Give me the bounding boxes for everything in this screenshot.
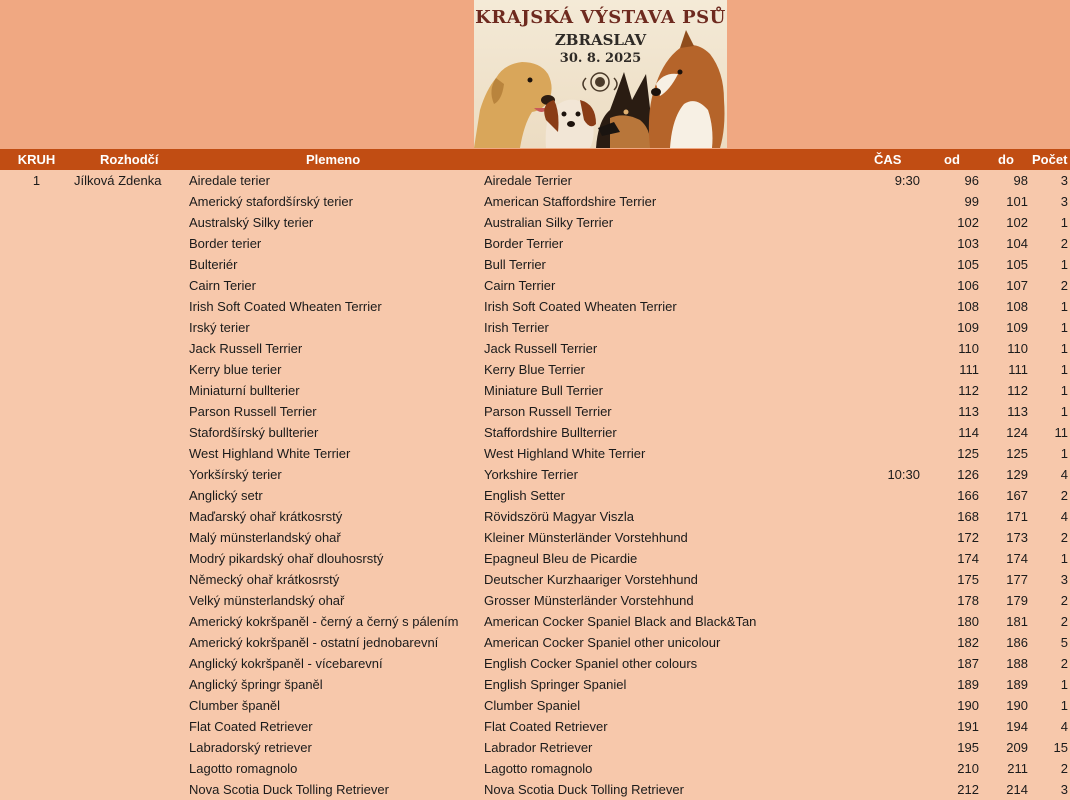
breed-cz-cell: Americký kokršpaněl - černý a černý s pálením (189, 614, 459, 629)
from-cell: 111 (959, 362, 979, 377)
count-cell: 1 (1060, 551, 1068, 566)
count-cell: 4 (1060, 719, 1068, 734)
from-cell: 178 (957, 593, 979, 608)
to-cell: 190 (1006, 698, 1028, 713)
count-cell: 2 (1060, 530, 1068, 545)
header-kruh: KRUH (17, 152, 56, 167)
breed-cz-cell: Anglický setr (189, 488, 263, 503)
table-header (0, 149, 1070, 170)
breed-cz-cell: Velký münsterlandský ohař (189, 593, 345, 608)
breed-cz-cell: Anglický kokršpaněl - vícebarevní (189, 656, 383, 671)
table-row (0, 443, 1070, 464)
ring-cell: 1 (32, 173, 41, 188)
table-row (0, 338, 1070, 359)
breed-en-cell: Kleiner Münsterländer Vorstehhund (484, 530, 688, 545)
from-cell: 108 (957, 299, 979, 314)
time-cell: 10:30 (887, 467, 920, 482)
from-cell: 103 (957, 236, 979, 251)
breed-en-cell: Australian Silky Terrier (484, 215, 614, 230)
header-count: Počet (1032, 152, 1068, 167)
breed-cz-cell: Parson Russell Terrier (189, 404, 317, 419)
breed-cz-cell: Miniaturní bullterier (189, 383, 300, 398)
breed-en-cell: English Setter (484, 488, 565, 503)
to-cell: 177 (1006, 572, 1028, 587)
to-cell: 189 (1006, 677, 1028, 692)
table-row (0, 296, 1070, 317)
table-row (0, 401, 1070, 422)
count-cell: 1 (1060, 698, 1068, 713)
breed-en-cell: English Springer Spaniel (484, 677, 627, 692)
table-row (0, 233, 1070, 254)
header-to: do (998, 152, 1014, 167)
table-row (0, 317, 1070, 338)
from-cell: 96 (964, 173, 979, 188)
to-cell: 109 (1006, 320, 1028, 335)
to-cell: 171 (1006, 509, 1028, 524)
rosette-icon (583, 73, 617, 91)
from-cell: 114 (958, 425, 979, 440)
breed-en-cell: Labrador Retriever (484, 740, 593, 755)
table-row (0, 380, 1070, 401)
to-cell: 98 (1013, 173, 1028, 188)
to-cell: 211 (1007, 761, 1028, 776)
from-cell: 126 (957, 467, 979, 482)
breed-en-cell: Epagneul Bleu de Picardie (484, 551, 638, 566)
breed-en-cell: American Staffordshire Terrier (484, 194, 657, 209)
table-row (0, 548, 1070, 569)
table-row (0, 359, 1070, 380)
breed-cz-cell: Irish Soft Coated Wheaten Terrier (189, 299, 382, 314)
count-cell: 1 (1060, 383, 1068, 398)
count-cell: 2 (1060, 614, 1068, 629)
from-cell: 110 (958, 341, 979, 356)
breed-cz-cell: Airedale terier (189, 173, 270, 188)
from-cell: 106 (957, 278, 979, 293)
count-cell: 3 (1060, 173, 1068, 188)
breed-cz-cell: Anglický špringr španěl (189, 677, 323, 692)
labrador-dog (474, 62, 555, 148)
breed-cz-cell: Lagotto romagnolo (189, 761, 298, 776)
count-cell: 2 (1060, 593, 1068, 608)
from-cell: 175 (957, 572, 979, 587)
count-cell: 4 (1060, 467, 1068, 482)
from-cell: 195 (957, 740, 979, 755)
count-cell: 3 (1060, 572, 1068, 587)
header-judge: Rozhodčí (100, 152, 159, 167)
table-row (0, 275, 1070, 296)
to-cell: 209 (1006, 740, 1028, 755)
breed-en-cell: Parson Russell Terrier (484, 404, 612, 419)
from-cell: 112 (958, 383, 979, 398)
from-cell: 172 (957, 530, 979, 545)
table-row (0, 632, 1070, 653)
breed-en-cell: Yorkshire Terrier (484, 467, 578, 482)
to-cell: 105 (1006, 257, 1028, 272)
to-cell: 110 (1007, 341, 1028, 356)
from-cell: 125 (957, 446, 979, 461)
to-cell: 173 (1006, 530, 1028, 545)
count-cell: 5 (1060, 635, 1068, 650)
from-cell: 168 (957, 509, 979, 524)
poster-place: ZBRASLAV (554, 31, 647, 49)
breed-cz-cell: Australský Silky terier (189, 215, 314, 230)
from-cell: 166 (957, 488, 979, 503)
breed-en-cell: Miniature Bull Terrier (484, 383, 603, 398)
from-cell: 105 (957, 257, 979, 272)
table-row (0, 422, 1070, 443)
table-row (0, 254, 1070, 275)
breed-cz-cell: Malý münsterlandský ohař (189, 530, 341, 545)
count-cell: 1 (1060, 299, 1068, 314)
count-cell: 2 (1060, 761, 1068, 776)
from-cell: 99 (964, 194, 979, 209)
to-cell: 102 (1006, 215, 1028, 230)
breed-en-cell: Irish Soft Coated Wheaten Terrier (484, 299, 677, 314)
table-row (0, 569, 1070, 590)
breed-cz-cell: Labradorský retriever (189, 740, 312, 755)
from-cell: 174 (957, 551, 979, 566)
table-row (0, 737, 1070, 758)
breed-en-cell: Kerry Blue Terrier (484, 362, 585, 377)
from-cell: 210 (957, 761, 979, 776)
breed-en-cell: Flat Coated Retriever (484, 719, 608, 734)
count-cell: 2 (1060, 278, 1068, 293)
breed-en-cell: Nova Scotia Duck Tolling Retriever (484, 782, 684, 797)
breed-cz-cell: Yorkšírský terier (189, 467, 282, 482)
breed-en-cell: English Cocker Spaniel other colours (484, 656, 698, 671)
breed-cz-cell: Maďarský ohař krátkosrstý (189, 509, 343, 524)
header-from: od (944, 152, 960, 167)
from-cell: 182 (957, 635, 979, 650)
event-poster (474, 0, 727, 148)
to-cell: 104 (1006, 236, 1028, 251)
table-row (0, 653, 1070, 674)
count-cell: 1 (1060, 446, 1068, 461)
table-row (0, 485, 1070, 506)
count-cell: 15 (1053, 740, 1068, 755)
to-cell: 112 (1007, 383, 1028, 398)
to-cell: 214 (1006, 782, 1028, 797)
to-cell: 101 (1006, 194, 1028, 209)
breed-en-cell: Cairn Terrier (484, 278, 556, 293)
table-row (0, 170, 1070, 191)
breed-cz-cell: Nova Scotia Duck Tolling Retriever (189, 782, 389, 797)
table-row (0, 758, 1070, 779)
to-cell: 167 (1006, 488, 1028, 503)
header-time: ČAS (874, 152, 902, 167)
to-cell: 111 (1008, 362, 1028, 377)
time-cell: 9:30 (894, 173, 920, 188)
from-cell: 180 (957, 614, 979, 629)
to-cell: 194 (1006, 719, 1028, 734)
to-cell: 125 (1006, 446, 1028, 461)
spaniel-dog (544, 100, 596, 148)
count-cell: 3 (1060, 782, 1068, 797)
from-cell: 109 (957, 320, 979, 335)
count-cell: 1 (1060, 215, 1068, 230)
table-row (0, 464, 1070, 485)
count-cell: 1 (1060, 677, 1068, 692)
table-row (0, 527, 1070, 548)
count-cell: 1 (1060, 320, 1068, 335)
breed-cz-cell: Flat Coated Retriever (189, 719, 313, 734)
count-cell: 1 (1060, 362, 1068, 377)
poster-date: 30. 8. 2025 (559, 51, 642, 66)
breed-en-cell: Bull Terrier (484, 257, 546, 272)
judge-cell: Jílková Zdenka (74, 173, 162, 188)
count-cell: 11 (1054, 425, 1068, 440)
breed-cz-cell: Modrý pikardský ohař dlouhosrstý (189, 551, 384, 566)
breed-cz-cell: Americký stafordšírský terier (189, 194, 353, 209)
from-cell: 191 (957, 719, 979, 734)
breed-en-cell: American Cocker Spaniel Black and Black&Tan (484, 614, 757, 629)
to-cell: 188 (1006, 656, 1028, 671)
header-breed: Plemeno (306, 152, 361, 167)
breed-en-cell: West Highland White Terrier (484, 446, 646, 461)
breed-cz-cell: Clumber španěl (189, 698, 281, 713)
breed-en-cell: Lagotto romagnolo (484, 761, 593, 776)
to-cell: 129 (1006, 467, 1028, 482)
count-cell: 1 (1060, 257, 1068, 272)
breed-cz-cell: Stafordšírský bullterier (189, 425, 319, 440)
count-cell: 2 (1060, 656, 1068, 671)
breed-en-cell: Airedale Terrier (484, 173, 572, 188)
table-row (0, 212, 1070, 233)
breed-en-cell: Border Terrier (484, 236, 564, 251)
breed-cz-cell: Německý ohař krátkosrstý (189, 572, 340, 587)
from-cell: 187 (957, 656, 979, 671)
breed-en-cell: Jack Russell Terrier (484, 341, 598, 356)
table-row (0, 695, 1070, 716)
to-cell: 113 (1007, 404, 1028, 419)
table-row (0, 716, 1070, 737)
to-cell: 107 (1006, 278, 1028, 293)
count-cell: 2 (1060, 236, 1068, 251)
to-cell: 181 (1006, 614, 1028, 629)
count-cell: 4 (1060, 509, 1068, 524)
to-cell: 108 (1006, 299, 1028, 314)
breed-en-cell: Grosser Münsterländer Vorstehhund (484, 593, 694, 608)
schedule-table (0, 170, 1070, 800)
table-row (0, 506, 1070, 527)
breed-cz-cell: Irský terier (189, 320, 250, 335)
breed-en-cell: American Cocker Spaniel other unicolour (484, 635, 721, 650)
count-cell: 2 (1060, 488, 1068, 503)
breed-cz-cell: Cairn Terier (189, 278, 256, 293)
from-cell: 190 (957, 698, 979, 713)
from-cell: 189 (957, 677, 979, 692)
table-row (0, 674, 1070, 695)
to-cell: 124 (1006, 425, 1028, 440)
breed-en-cell: Clumber Spaniel (484, 698, 581, 713)
to-cell: 174 (1006, 551, 1028, 566)
breed-cz-cell: Kerry blue terier (189, 362, 282, 377)
shepherd-dog (596, 72, 657, 148)
breed-en-cell: Irish Terrier (484, 320, 549, 335)
breed-en-cell: Staffordshire Bullterrier (484, 425, 617, 440)
table-row (0, 191, 1070, 212)
table-row (0, 590, 1070, 611)
breed-cz-cell: Bulteriér (189, 257, 238, 272)
to-cell: 186 (1006, 635, 1028, 650)
breed-cz-cell: West Highland White Terrier (189, 446, 351, 461)
count-cell: 1 (1060, 341, 1068, 356)
breed-en-cell: Deutscher Kurzhaariger Vorstehhund (484, 572, 698, 587)
from-cell: 212 (957, 782, 979, 797)
breed-cz-cell: Jack Russell Terrier (189, 341, 303, 356)
count-cell: 1 (1060, 404, 1068, 419)
from-cell: 113 (958, 404, 979, 419)
table-row (0, 611, 1070, 632)
breed-cz-cell: Border terier (189, 236, 262, 251)
from-cell: 102 (957, 215, 979, 230)
to-cell: 179 (1006, 593, 1028, 608)
breed-cz-cell: Americký kokršpaněl - ostatní jednobarevní (189, 635, 439, 650)
breed-en-cell: Rövidszörü Magyar Viszla (484, 509, 635, 524)
poster-title: KRAJSKÁ VÝSTAVA PSŮ (475, 7, 726, 28)
count-cell: 3 (1060, 194, 1068, 209)
